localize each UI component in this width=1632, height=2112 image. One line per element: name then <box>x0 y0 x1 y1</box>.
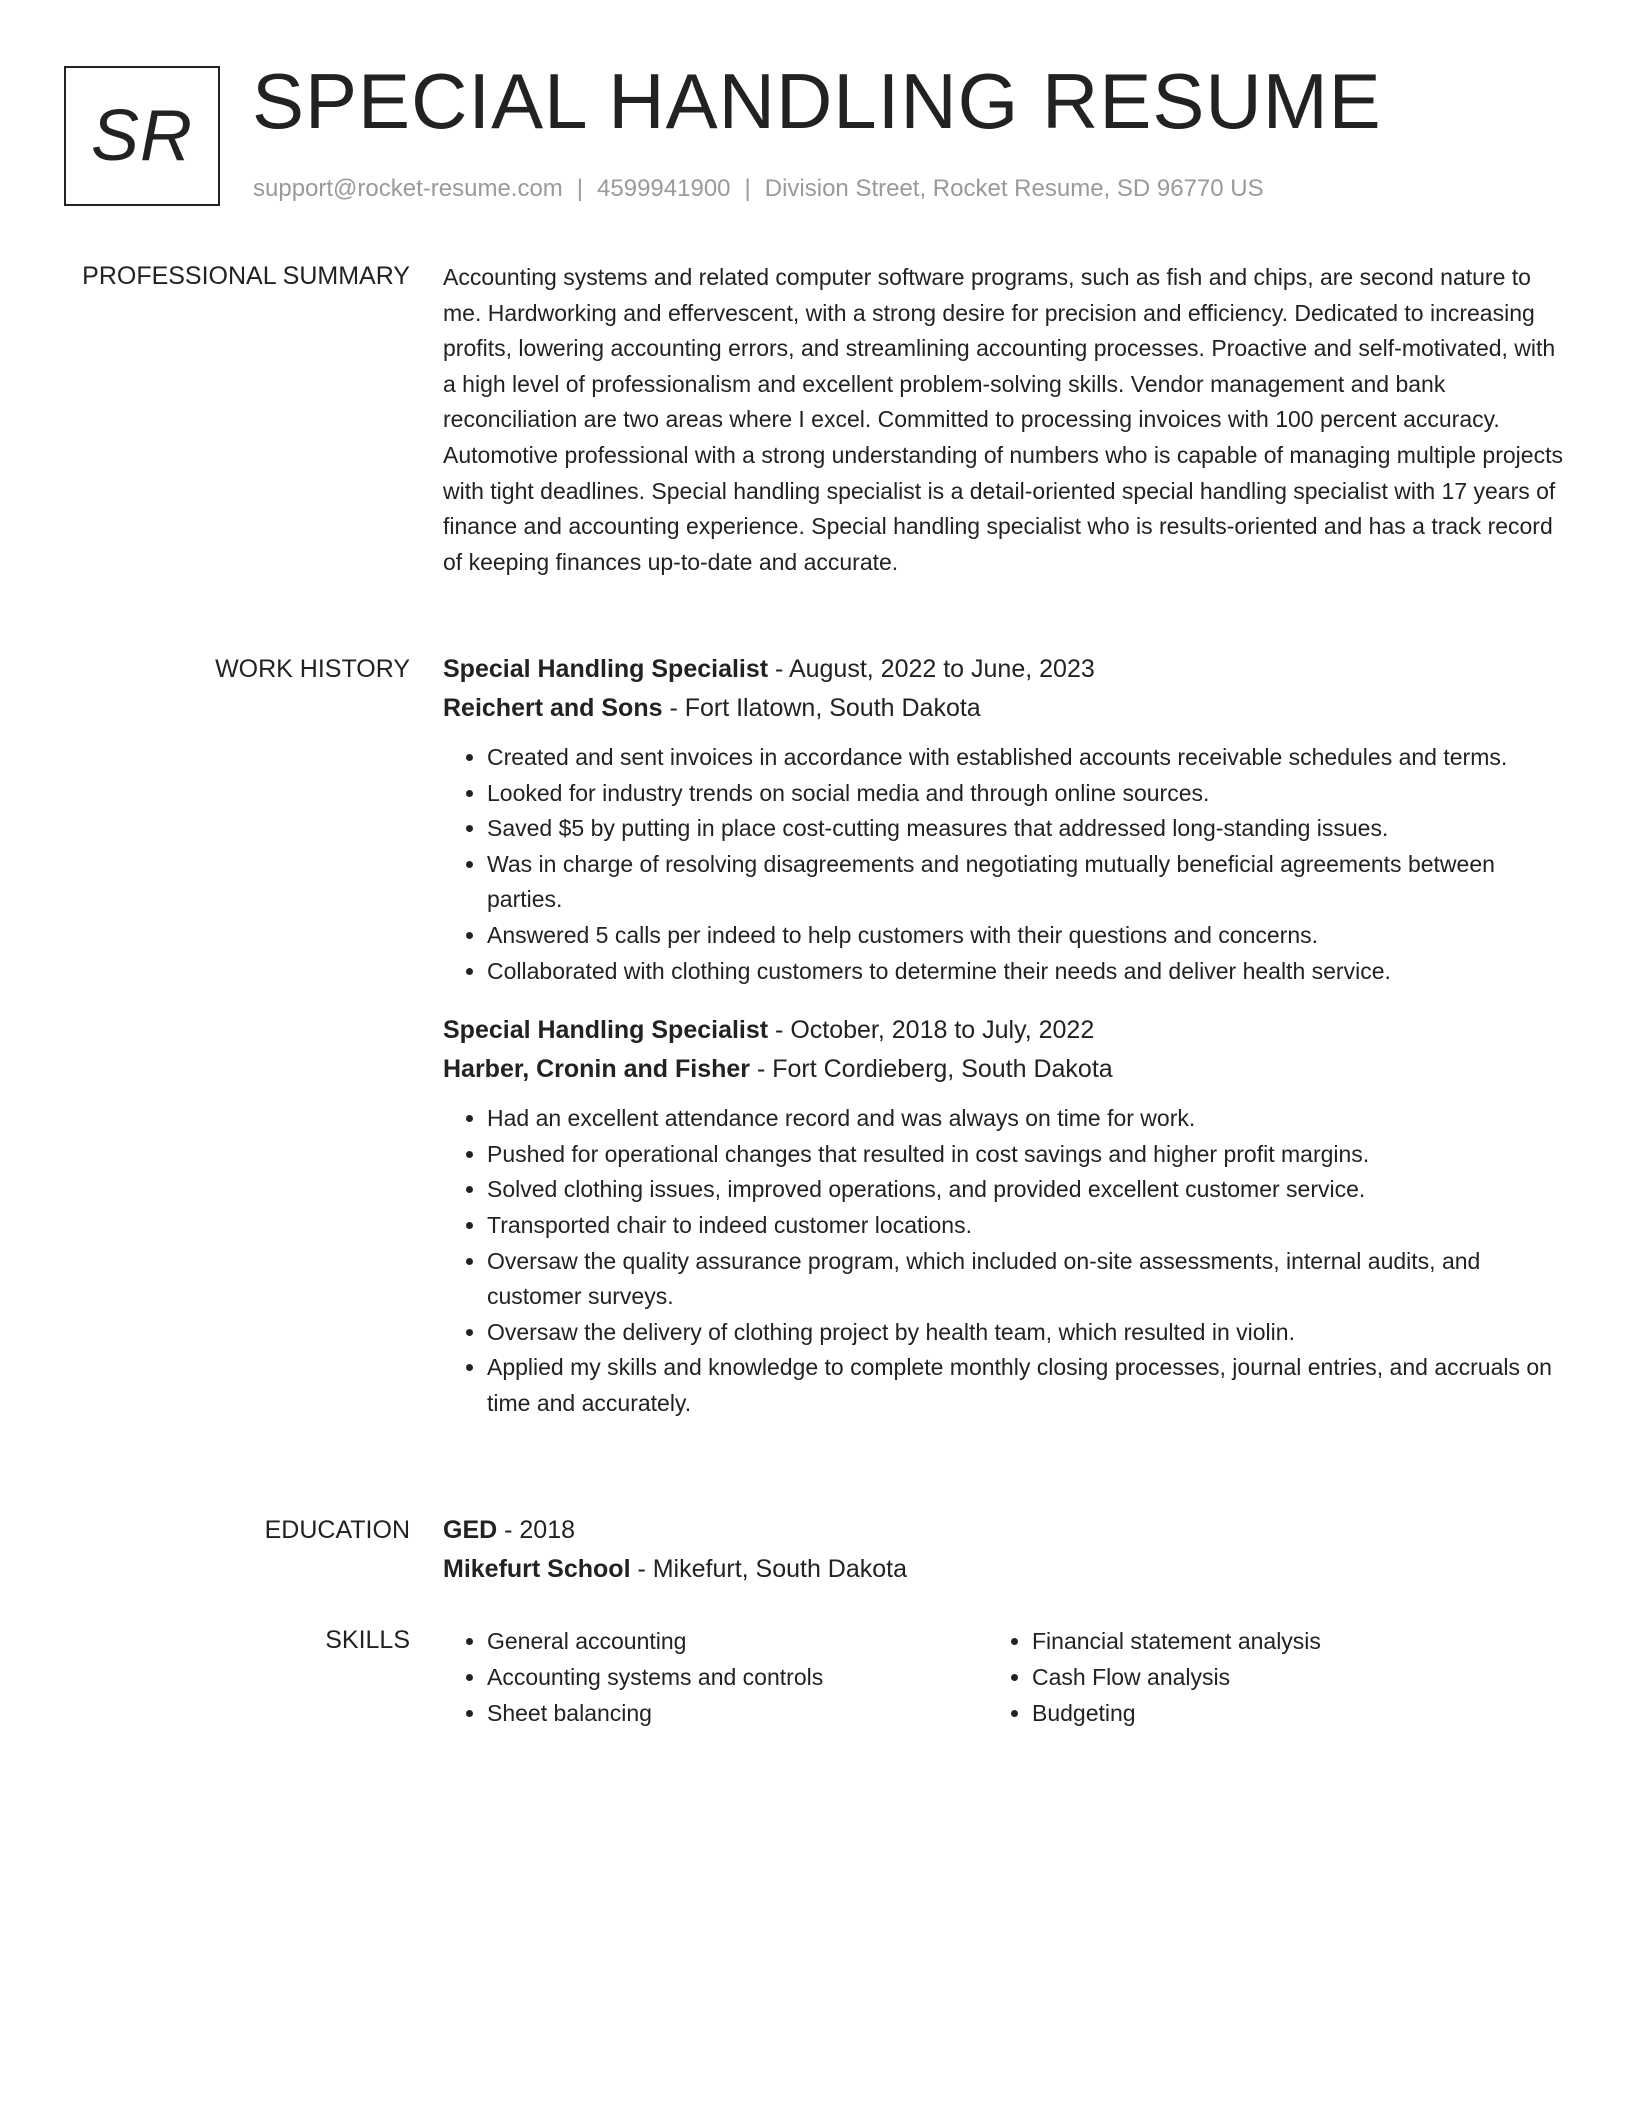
bullet-item: • Answered 5 calls per indeed to help customers with their questions and concerns. <box>487 918 1563 954</box>
bullet-item: • Applied my skills and knowledge to complete monthly closing processes, journal entries, and accruals on time and accurately. <box>487 1350 1563 1421</box>
skills-column-left <box>443 1623 987 1731</box>
skills-column-right <box>988 1623 1532 1731</box>
bullet-item: • Oversaw the quality assurance program, which included on-site assessments, internal audits, and customer surveys. <box>487 1244 1563 1315</box>
job-dates: - August, 2022 to June, 2023 <box>768 655 1095 683</box>
education-year: - 2018 <box>497 1516 576 1544</box>
job-company: Reichert and Sons <box>443 694 663 722</box>
education-school-line <box>443 1550 1563 1589</box>
bullet-item: • Created and sent invoices in accordance with established accounts receivable schedules and terms. <box>487 740 1563 776</box>
bullet-item: • Oversaw the delivery of clothing project by health team, which resulted in violin. <box>487 1315 1563 1351</box>
education-school: Mikefurt School <box>443 1555 631 1583</box>
job-location: - Fort Cordieberg, South Dakota <box>750 1055 1113 1084</box>
monogram-box <box>64 66 220 206</box>
job-entry <box>443 650 1563 989</box>
contact-separator: | <box>576 175 584 202</box>
job-bullets <box>443 1101 1563 1421</box>
skill-item: • Sheet balancing <box>487 1695 987 1731</box>
section-label-education: EDUCATION <box>264 1516 410 1544</box>
job-bullets <box>443 740 1563 989</box>
job-title: Special Handling Specialist <box>443 655 769 683</box>
skill-item: • Budgeting <box>1032 1695 1532 1731</box>
contact-line <box>253 174 1264 204</box>
monogram-initials: SR <box>90 96 194 176</box>
summary-body <box>443 260 1563 580</box>
contact-separator: | <box>744 175 751 202</box>
education-degree-line <box>443 1511 1563 1550</box>
job-title-line <box>443 650 1563 689</box>
bullet-item: • Saved $5 by putting in place cost-cutting measures that addressed long-standing issues. <box>487 811 1563 847</box>
contact-phone: 4599941900 <box>597 175 731 202</box>
section-label-work: WORK HISTORY <box>215 655 410 683</box>
skills-body <box>443 1623 1563 1731</box>
summary-text: Accounting systems and related computer software programs, such as fish and chips, are second nature to me. Hardworking and effervescent, with a strong desire for precision and efficiency. Dedicated to increasing profits, lowering accounting errors, and streamlining accounting processes. Proactive and self-motivated, with a high level of professionalism and excellent problem-solving skills. Vendor management and bank reconciliation are two areas where I excel. Committed to processing invoices with 100 percent accuracy. Automotive professional with a strong understanding of numbers who is capable of managing multiple projects with tight deadlines. Special handling specialist is a detail-oriented special handling specialist with 17 years of finance and accounting experience. Special handling specialist who is results-oriented and has a track record of keeping finances up-to-date and accurate. <box>443 264 1563 575</box>
bullet-item: • Collaborated with clothing customers to determine their needs and deliver health service. <box>487 954 1563 990</box>
skill-item: • Accounting systems and controls <box>487 1659 987 1695</box>
job-company-line <box>443 689 1563 728</box>
bullet-item: • Transported chair to indeed customer locations. <box>487 1208 1563 1244</box>
education-location: - Mikefurt, South Dakota <box>630 1555 908 1583</box>
resume-title: SPECIAL HANDLING RESUME <box>252 57 1382 145</box>
job-location: - Fort Ilatown, South Dakota <box>662 694 981 722</box>
work-body <box>443 650 1563 1422</box>
skill-item: • General accounting <box>487 1623 987 1659</box>
bullet-item: • Solved clothing issues, improved operations, and provided excellent customer service. <box>487 1172 1563 1208</box>
job-title-line <box>443 1011 1563 1050</box>
skills-columns <box>443 1623 1563 1731</box>
bullet-item: • Had an excellent attendance record and was always on time for work. <box>487 1101 1563 1137</box>
section-label-skills: SKILLS <box>325 1626 410 1654</box>
job-company-line <box>443 1050 1563 1089</box>
bullet-item: • Was in charge of resolving disagreements and negotiating mutually beneficial agreements between parties. <box>487 847 1563 918</box>
bullet-item: • Looked for industry trends on social media and through online sources. <box>487 776 1563 812</box>
bullet-item: • Pushed for operational changes that resulted in cost savings and higher profit margins. <box>487 1137 1563 1173</box>
contact-email: support@rocket-resume.com <box>253 175 563 202</box>
section-label-summary: PROFESSIONAL SUMMARY <box>82 262 410 290</box>
skill-item: • Cash Flow analysis <box>1032 1659 1532 1695</box>
education-degree: GED <box>443 1516 498 1544</box>
education-body <box>443 1511 1563 1589</box>
job-dates: - October, 2018 to July, 2022 <box>768 1016 1095 1045</box>
job-entry <box>443 1011 1563 1421</box>
contact-address: Division Street, Rocket Resume, SD 96770 US <box>764 175 1264 202</box>
job-company: Harber, Cronin and Fisher <box>443 1055 751 1084</box>
job-title: Special Handling Specialist <box>443 1016 769 1045</box>
skill-item: • Financial statement analysis <box>1032 1623 1532 1659</box>
